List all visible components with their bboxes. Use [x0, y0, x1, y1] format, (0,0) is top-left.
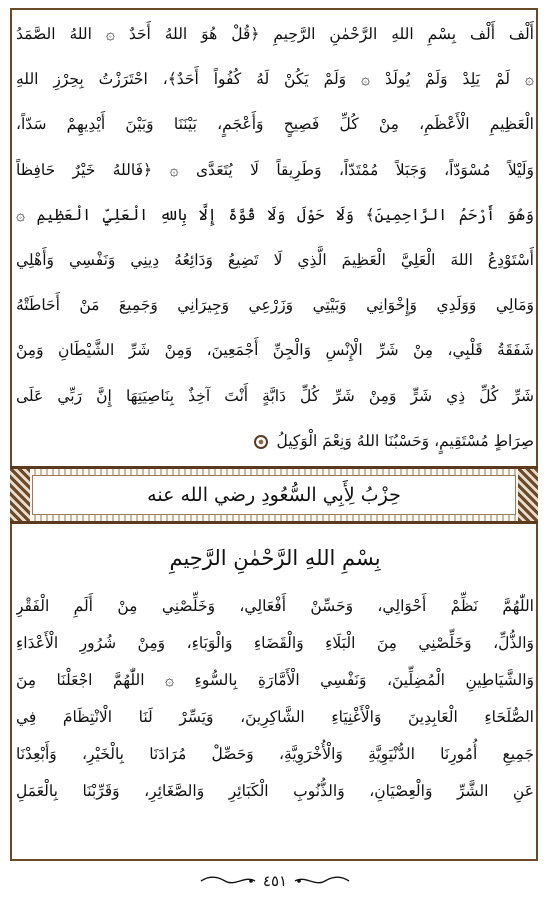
text-line: وَمَالِي وَوَلَدِي وَإِخْوَانِي وَبَيْتِي وَزَرْعِي وَجِيرَانِي وَجَمِيعَ مَنْ أَحَاطَتْهُ [16, 296, 534, 315]
text-line-content: صِرَاطٍ مُسْتَقِيمٍ، وَحَسْبُنَا اللهُ وَنِعْمَ الْوَكِيلُ [276, 431, 534, 450]
lower-prayer-text [16, 588, 534, 848]
text-line: شَفَقَةُ قَلْبِي، مِنْ شَرِّ الْإِنْسِ وَالْجِنِّ أَجْمَعِينَ، وَمِنْ شَرِّ الشَّيْطَانِ وَمِنْ [16, 341, 534, 360]
text-line: شَرِّ كُلِّ ذِي شَرٍّ وَمِنْ شَرِّ كُلِّ دَابَّةٍ أَنْتَ آخِذٌ بِنَاصِيَتِهَا إِنَّ رَبِّي عَلَى [16, 386, 534, 405]
text-line: اللّٰهُمَّ نَظِّمْ أَحْوَالِي، وَحَسِّنْ أَفْعَالِي، وَخَلِّصْنِي مِنْ أَلَمِ الْفَقْرِ [16, 597, 534, 615]
page-number: ٤٥١ [262, 872, 288, 890]
section-header-band [10, 466, 538, 524]
text-line: جَمِيعِ أُمُورِنَا الدُّنْيَوِيَّةِ وَالْأُخْرَوِيَّةِ، وَحَصِّلْ مُرَادَنَا بِالْخَيْرِ، وَأَبْعِدْنَا [16, 745, 534, 763]
text-line: وَهُوَ أَرْحَمُ الرَّاحِمِينَ﴾ وَلَا حَوْلَ وَلَا قُوَّةَ إِلَّا بِاللهِ الْعَلِيِّ الْعَظِيمِ ۞ [16, 205, 534, 224]
flourish-left-icon [199, 874, 257, 888]
text-line: الصُّلَحَاءِ الْعَابِدِينَ وَالْأَغْنِيَاءِ الشَّاكِرِينَ، وَيَسِّرْ لَنَا الْانْتِظَامَ فِي [16, 708, 534, 726]
text-line: عَنِ الشَّرِّ وَالْعِصْيَانِ، وَالذُّنُوبِ الْكَبَائِرِ وَالصَّغَائِرِ، وَقَرِّبْنَا بِالْعَمَلِ [16, 782, 534, 800]
ornament-border-right [518, 469, 538, 521]
text-line: ۞ لَمْ يَلِدْ وَلَمْ يُولَدْ ۞ وَلَمْ يَكُنْ لَهُ كُفُواً أَحَدٌ﴾، احْتَرَزْتُ بِحِرْزِ اللهِ [16, 70, 534, 89]
text-line: أَلْف أَلْف بِسْمِ اللهِ الرَّحْمٰنِ الرَّحِيمِ ﴿قُلْ هُوَ اللهُ أَحَدٌ ۞ اللهُ الصَّمَدُ [16, 25, 534, 43]
text-line: وَلَيْلاً مُسْوَدّاً، وَجَبَلاً مُمْتَدّاً، وَطَرِيقاً لَا يُتَعَدَّى ۞ ﴿فَاللهُ خَيْرٌ حَافِظاً [16, 160, 534, 179]
text-line: أَسْتَوْدِعُ اللهَ الْعَلِيَّ الْعَظِيمَ الَّذِي لَا تَضِيعُ وَدَائِعُهُ دِينِي وَنَفْسِي وَأَهْلِي [16, 250, 534, 269]
upper-prayer-text [16, 12, 534, 464]
section-title: حِزْبُ لِأَبِي السُّعُودِ رضي الله عنه [147, 484, 401, 506]
text-line: وَالذُّلِّ، وَخَلِّصْنِي مِنَ الْبَلَاءِ وَالْقَضَاءِ وَالْوَبَاءِ، وَمِنْ شُرُورِ الْأَعْدَاءِ [16, 634, 534, 652]
text-line-last [16, 419, 534, 464]
text-line: الْعَظِيمِ الْأَعْظَمِ، مِنْ كُلِّ فَصِيحٍ وَأَعْجَمٍ، بَيْنَنَا وَبَيْنَ أَيْدِيهِمْ سَدّاً، [16, 115, 534, 134]
section-header-frame [32, 475, 516, 515]
text-line: وَالشَّيَاطِينِ الْمُضِلِّينَ، وَنَفْسِي الْأَمَّارَةِ بِالسُّوءِ ۞ اللّٰهُمَّ اجْعَلْنَا مِنَ [16, 671, 534, 689]
ornament-border-left [10, 469, 30, 521]
page-footer [0, 866, 550, 896]
basmala-calligraphy [0, 534, 550, 582]
rosette-icon [254, 435, 268, 449]
flourish-right-icon [293, 874, 351, 888]
basmala-text: بِسْمِ اللهِ الرَّحْمٰنِ الرَّحِيمِ [169, 546, 381, 570]
